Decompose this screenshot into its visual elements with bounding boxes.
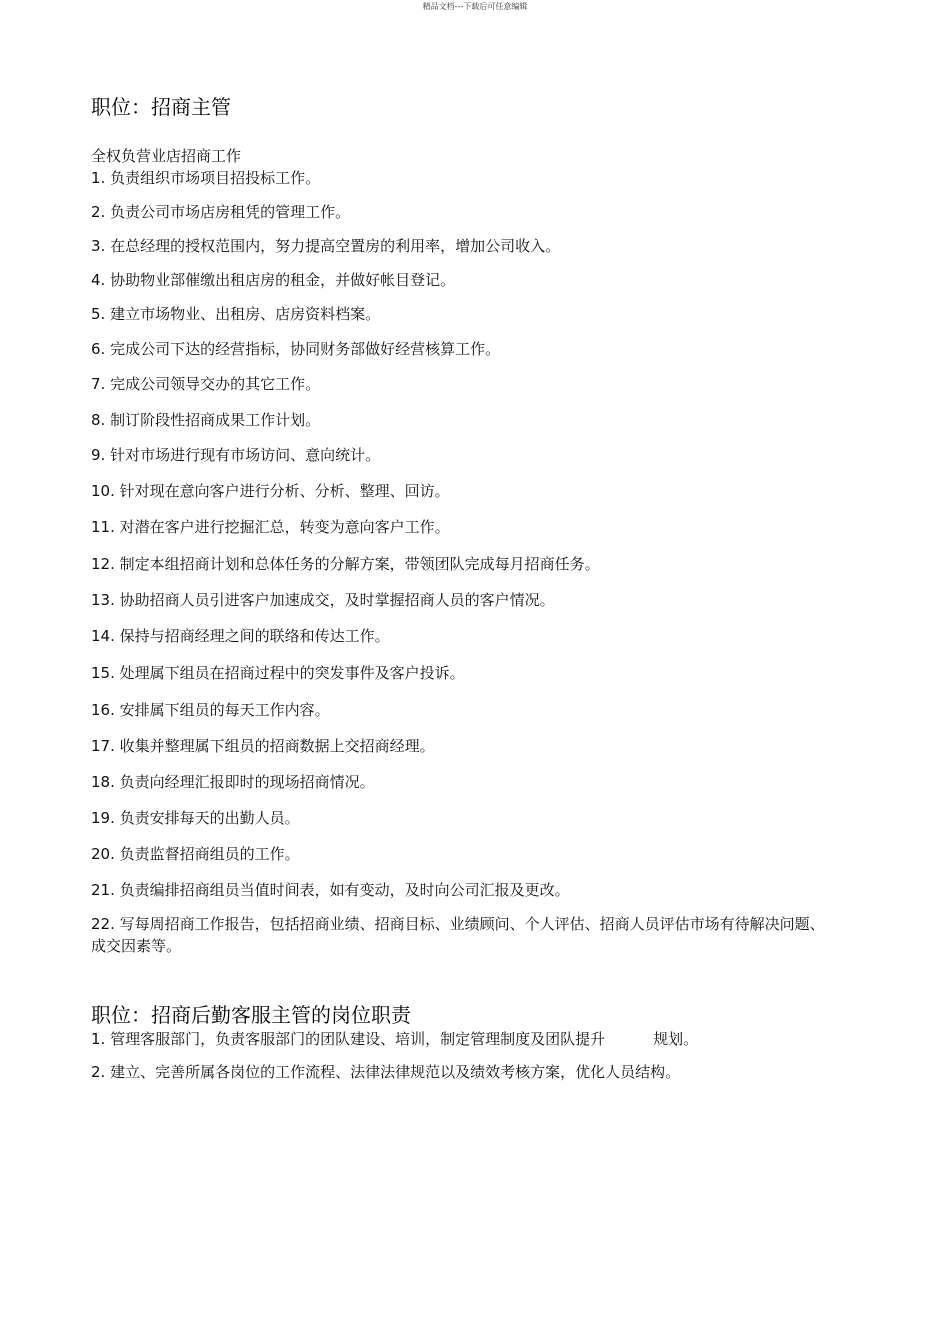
duty-item-5: 5. 建立市场物业、出租房、店房资料档案。 [91,305,381,323]
duty-item-10: 10. 针对现在意向客户进行分析、分析、整理、回访。 [91,482,450,500]
duty-item-21: 21. 负责编排招商组员当值时间表，如有变动，及时向公司汇报及更改。 [91,881,570,899]
duty-item-1: 1. 负责组织市场项目招投标工作。 [91,169,321,187]
duty-item-16: 16. 安排属下组员的每天工作内容。 [91,701,330,719]
section-title-recruitment-supervisor: 职位：招商主管 [91,95,231,119]
responsibility-item-1-end: 规划。 [653,1030,699,1048]
page-header: 精品文档---下载后可任意编辑 [422,2,528,11]
duty-item-12: 12. 制定本组招商计划和总体任务的分解方案，带领团队完成每月招商任务。 [91,555,600,573]
section-title-logistics-service-supervisor: 职位：招商后勤客服主管的岗位职责 [91,1003,411,1027]
duty-item-11: 11. 对潜在客户进行挖掘汇总，转变为意向客户工作。 [91,518,450,536]
duty-item-22: 22. 写每周招商工作报告，包括招商业绩、招商目标、业绩顾问、个人评估、招商人员评估市场有待解决问题、成交因素等。 [91,915,825,955]
duty-item-7: 7. 完成公司领导交办的其它工作。 [91,375,321,393]
duty-item-14: 14. 保持与招商经理之间的联络和传达工作。 [91,627,390,645]
responsibility-item-2: 2. 建立、完善所属各岗位的工作流程、法律法律规范以及绩效考核方案，优化人员结构。 [91,1063,681,1081]
duty-item-2: 2. 负责公司市场店房租凭的管理工作。 [91,203,351,221]
duty-item-6: 6. 完成公司下达的经营指标，协同财务部做好经营核算工作。 [91,340,501,358]
section-intro: 全权负营业店招商工作 [91,147,242,165]
duty-item-13: 13. 协助招商人员引进客户加速成交，及时掌握招商人员的客户情况。 [91,591,555,609]
duty-item-9: 9. 针对市场进行现有市场访问、意向统计。 [91,446,381,464]
responsibility-item-1-text: 1. 管理客服部门，负责客服部门的团队建设、培训，制定管理制度及团队提升 [91,1030,606,1048]
duty-item-20: 20. 负责监督招商组员的工作。 [91,845,300,863]
duty-item-18: 18. 负责向经理汇报即时的现场招商情况。 [91,773,375,791]
duty-item-8: 8. 制订阶段性招商成果工作计划。 [91,411,321,429]
duty-item-19: 19. 负责安排每天的出勤人员。 [91,809,300,827]
duty-item-15: 15. 处理属下组员在招商过程中的突发事件及客户投诉。 [91,664,465,682]
duty-item-3: 3. 在总经理的授权范围内，努力提高空置房的利用率，增加公司收入。 [91,237,561,255]
duty-item-4: 4. 协助物业部催缴出租店房的租金，并做好帐目登记。 [91,271,456,289]
duty-item-17: 17. 收集并整理属下组员的招商数据上交招商经理。 [91,737,435,755]
responsibility-item-1 [91,1029,698,1049]
